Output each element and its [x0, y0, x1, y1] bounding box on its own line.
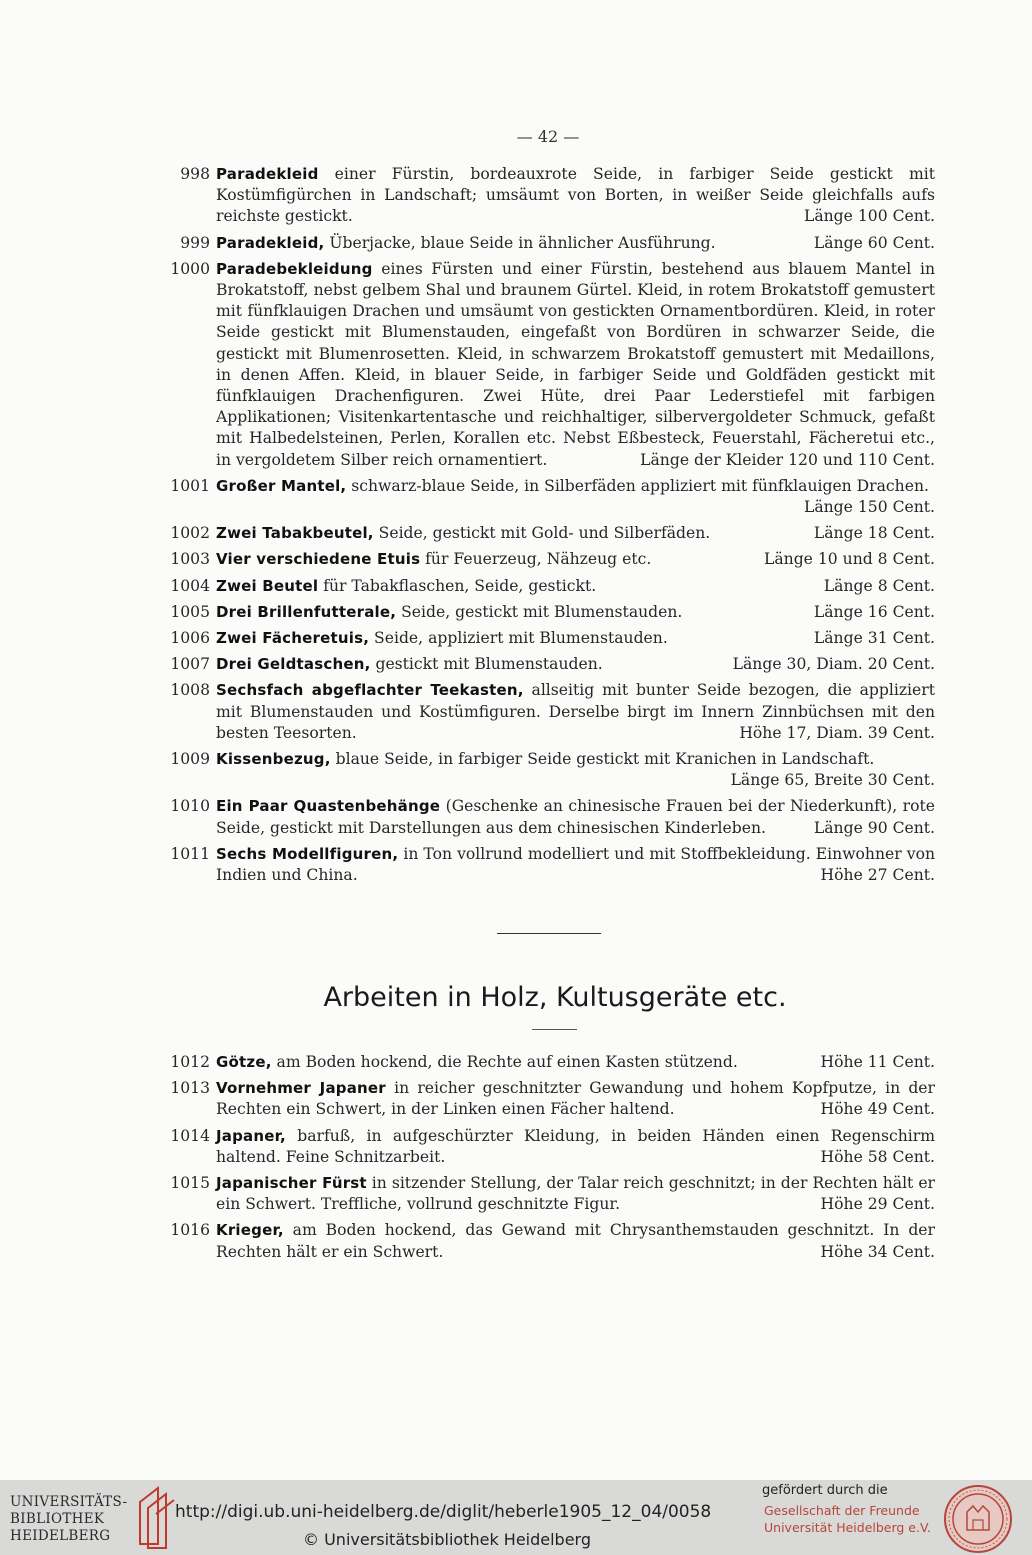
entry-description: allseitig mit bunter Seide bezogen, die appliziert mit Blumenstauden und Kostümfiguren. Derselbe birgt im Innern Zinnbüchsen mit den besten Teesorten.	[216, 681, 935, 742]
catalog-entry	[170, 549, 935, 570]
entry-number: 998	[180, 165, 210, 183]
catalog-entry	[170, 1173, 935, 1215]
entry-title: Japanischer Fürst	[216, 1174, 367, 1193]
entry-title: Zwei Beutel	[216, 576, 319, 595]
catalog-entries-bottom	[170, 1052, 935, 1268]
catalog-entry	[170, 628, 935, 649]
entry-number: 1001	[170, 476, 210, 495]
entry-number: 1007	[170, 655, 210, 674]
catalog-entry	[170, 654, 935, 675]
entry-description: gestickt mit Blumenstauden.	[370, 655, 603, 674]
entry-title: Großer Mantel,	[216, 476, 347, 495]
entry-number: 1011	[170, 844, 210, 863]
entry-description: Seide, gestickt mit Blumenstauden.	[396, 602, 683, 621]
library-name-line-2: BIBLIOTHEK	[10, 1511, 105, 1527]
entry-measurement: Länge 90 Cent.	[813, 818, 935, 837]
catalog-entry	[170, 844, 935, 886]
sponsor-lead-text: gefördert durch die	[762, 1483, 888, 1498]
entry-number: 1008	[170, 681, 210, 700]
section-title: Arbeiten in Holz, Kultusgeräte etc.	[323, 982, 787, 1013]
catalog-entry	[170, 1126, 935, 1168]
entry-description: am Boden hockend, die Rechte auf einen Kasten stützend.	[271, 1053, 738, 1071]
entry-title: Paradekleid,	[216, 233, 325, 252]
entry-title: Drei Geldtaschen,	[216, 655, 371, 674]
entry-description: schwarz-blaue Seide, in Silberfäden appliziert mit fünfklauigen Drachen.	[346, 476, 929, 495]
section-title-underline	[532, 1029, 577, 1030]
entry-measurement: Länge 150 Cent.	[803, 498, 935, 517]
library-name	[10, 1494, 127, 1545]
catalog-entry	[170, 476, 935, 518]
entry-title: Sechsfach abgeflachter Teekasten,	[216, 681, 524, 700]
entry-measurement: Länge 18 Cent.	[813, 524, 935, 543]
entry-number: 1013	[170, 1079, 210, 1098]
entry-description: einer Fürstin, bordeauxrote Seide, in farbiger Seide gestickt mit Kostümfigürchen in Landschaft; umsäumt von Borten, in weißer Seide gleichfalls aufs reichste gestickt.	[216, 165, 935, 226]
catalog-entry	[170, 602, 935, 623]
entry-title: Ein Paar Quastenbehänge	[216, 797, 441, 816]
entry-number: 1010	[170, 797, 210, 816]
entry-measurement: Länge 16 Cent.	[813, 602, 935, 621]
entry-measurement: Länge 30, Diam. 20 Cent.	[732, 655, 935, 674]
entry-description: für Feuerzeug, Nähzeug etc.	[420, 550, 652, 569]
university-seal-icon	[943, 1484, 1013, 1554]
section-divider	[497, 933, 601, 934]
entry-measurement: Höhe 58 Cent.	[820, 1147, 935, 1166]
sponsor-line-1: Gesellschaft der Freunde	[764, 1503, 920, 1518]
entry-measurement: Höhe 17, Diam. 39 Cent.	[739, 723, 935, 742]
entry-title: Zwei Fächeretuis,	[216, 629, 370, 648]
digitization-footer	[0, 1480, 1032, 1555]
library-name-line-3: HEIDELBERG	[10, 1528, 111, 1544]
entry-number: 1012	[170, 1053, 210, 1071]
entry-description: Überjacke, blaue Seide in ähnlicher Ausführung.	[324, 233, 716, 252]
entry-description: barfuß, in aufgeschürzter Kleidung, in beiden Händen einen Regenschirm haltend. Feine Schnitzarbeit.	[216, 1126, 935, 1166]
entry-description: Seide, appliziert mit Blumenstauden.	[369, 629, 668, 648]
entry-title: Paradebekleidung	[216, 259, 373, 278]
entry-title: Götze,	[216, 1053, 272, 1071]
entry-measurement: Höhe 27 Cent.	[820, 866, 935, 885]
entry-description: in sitzender Stellung, der Talar reich geschnitzt; in der Rechten hält er ein Schwert. Treffliche, vollrund geschnitzte Figur.	[216, 1174, 935, 1214]
entry-number: 1002	[170, 524, 210, 543]
entry-title: Krieger,	[216, 1221, 284, 1240]
entry-measurement: Höhe 11 Cent.	[820, 1053, 935, 1071]
entry-description: eines Fürsten und einer Fürstin, bestehend aus blauem Mantel in Brokatstoff, nebst gelbem Shal und braunem Gürtel. Kleid, in rotem Brokatstoff gemustert mit fünfklauigen Drachen und umsäumt von gestickten Ornamentbordüren. Kleid, in roter Seide gestickt mit Blumenstauden, eingefaßt von Bordüren in schwarzer Seide, die gestickt mit Blumenrosetten. Kleid, in schwarzem Brokatstoff gemustert mit Medaillons, in denen Affen. Kleid, in blauer Seide, in farbiger Seide und Goldfäden gestickt mit fünfklauigen Drachenfiguren. Zwei Hüte, drei Paar Lederstiefel mit farbigen Applikationen; Visitenkartentasche und reichhaltiger, silbervergoldeter Schmuck, gefaßt mit Halbedelsteinen, Perlen, Korallen etc. Nebst Eßbesteck, Feuerstahl, Fächeretui etc., in vergoldetem Silber reich ornamentiert.	[216, 259, 935, 469]
library-name-line-1: UNIVERSITÄTS-	[10, 1494, 128, 1510]
catalog-entry	[170, 1078, 935, 1120]
page-number: — 42 —	[516, 127, 580, 146]
entry-description: blaue Seide, in farbiger Seide gestickt mit Kranichen in Landschaft.	[330, 750, 875, 769]
catalog-entry	[170, 576, 935, 597]
catalog-entry	[170, 259, 935, 471]
sponsor-name	[764, 1502, 931, 1536]
entry-title: Japaner,	[216, 1126, 286, 1145]
entry-measurement: Länge 10 und 8 Cent.	[764, 550, 935, 569]
catalog-entry	[170, 680, 935, 744]
catalog-entry	[170, 233, 935, 254]
entry-number: 1003	[170, 550, 210, 569]
entry-description: in reicher geschnitzter Gewandung und hohem Kopfputze, in der Rechten ein Schwert, in der Linken einen Fächer haltend.	[216, 1079, 935, 1119]
entry-number: 1006	[170, 629, 210, 648]
entry-number: 1016	[170, 1221, 210, 1240]
entry-measurement: Länge 8 Cent.	[823, 576, 935, 595]
entry-number: 1005	[170, 602, 210, 621]
entry-title: Sechs Modellfiguren,	[216, 844, 399, 863]
library-logo-icon	[136, 1484, 176, 1552]
entry-description: Seide, gestickt mit Gold- und Silberfäden.	[373, 524, 711, 543]
catalog-entry	[170, 164, 935, 228]
entry-title: Paradekleid	[216, 165, 319, 183]
entry-measurement: Höhe 49 Cent.	[820, 1100, 935, 1119]
entry-measurement: Länge 65, Breite 30 Cent.	[730, 771, 935, 790]
catalog-entries-top	[170, 164, 935, 891]
catalog-entry	[170, 1052, 935, 1073]
permalink-url[interactable]: http://digi.ub.uni-heidelberg.de/diglit/heberle1905_12_04/0058	[175, 1502, 712, 1522]
entry-measurement: Länge 60 Cent.	[813, 233, 935, 252]
catalog-entry	[170, 523, 935, 544]
copyright-notice: © Universitätsbibliothek Heidelberg	[303, 1530, 592, 1549]
entry-measurement: Höhe 29 Cent.	[820, 1195, 935, 1214]
entry-title: Drei Brillenfutterale,	[216, 602, 397, 621]
catalog-entry	[170, 796, 935, 838]
catalog-entry	[170, 1220, 935, 1262]
entry-title: Kissenbezug,	[216, 750, 331, 769]
entry-number: 1015	[170, 1174, 210, 1193]
entry-number: 1014	[170, 1126, 210, 1145]
entry-measurement: Länge 100 Cent.	[803, 207, 935, 226]
catalog-entry	[170, 749, 935, 791]
entry-title: Vier verschiedene Etuis	[216, 550, 421, 569]
entry-description: (Geschenke an chinesische Frauen bei der Niederkunft), rote Seide, gestickt mit Darstellungen aus dem chinesischen Kinderleben.	[216, 797, 935, 837]
entry-description: in Ton vollrund modelliert und mit Stoffbekleidung. Einwohner von Indien und China.	[216, 844, 935, 885]
entry-title: Zwei Tabakbeutel,	[216, 524, 374, 543]
entry-measurement: Länge 31 Cent.	[813, 629, 935, 648]
entry-number: 1004	[170, 576, 210, 595]
entry-number: 1000	[170, 259, 210, 278]
entry-measurement: Höhe 34 Cent.	[820, 1242, 935, 1261]
entry-title: Vornehmer Japaner	[216, 1079, 386, 1098]
sponsor-line-2: Universität Heidelberg e.V.	[764, 1520, 931, 1535]
entry-description: für Tabakflaschen, Seide, gestickt.	[318, 576, 597, 595]
entry-measurement: Länge der Kleider 120 und 110 Cent.	[640, 450, 935, 469]
entry-number: 999	[180, 233, 210, 252]
entry-description: am Boden hockend, das Gewand mit Chrysanthemstauden geschnitzt. In der Rechten hält er ein Schwert.	[216, 1221, 935, 1261]
entry-number: 1009	[170, 750, 210, 769]
